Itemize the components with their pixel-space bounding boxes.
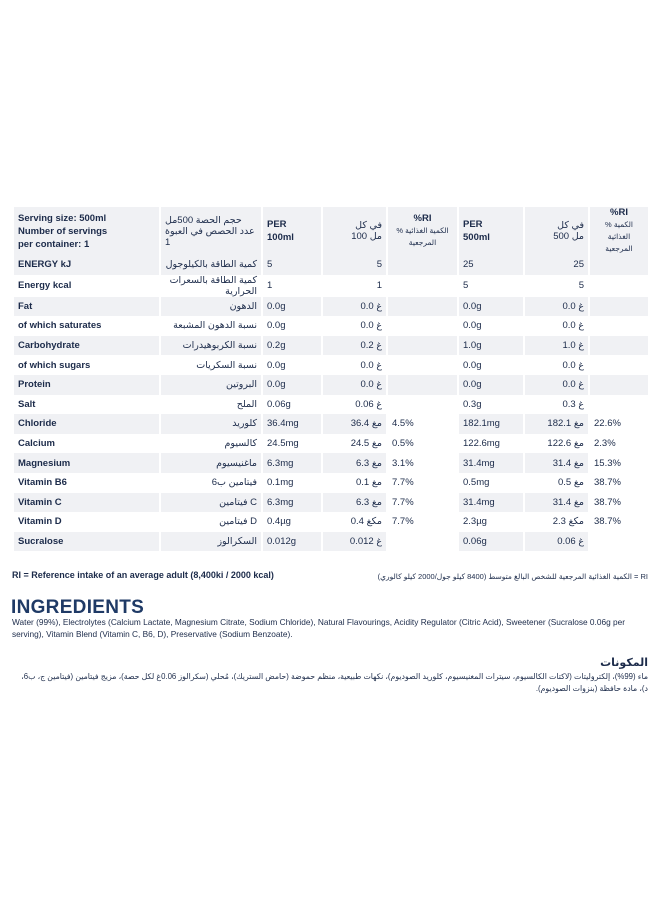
per100-header-ar	[323, 207, 386, 255]
per500-header	[459, 207, 523, 255]
nutrient-name-ar: كمية الطاقة بالكيلوجول	[161, 255, 261, 275]
nutrient-name-ar: نسبة الدهون المشبعة	[161, 316, 261, 336]
value-per500: 0.3g	[459, 395, 523, 415]
servings-line1: Number of servings	[18, 225, 108, 237]
ri-per100	[388, 275, 457, 297]
value-per500: 2.3µg	[459, 512, 523, 532]
nutrient-name: Carbohydrate	[14, 336, 159, 356]
value-per500: 0.0g	[459, 297, 523, 317]
value-per500-ar: 0.5 مغ	[525, 473, 588, 493]
value-per100: 6.3mg	[263, 493, 321, 513]
nutrient-name-ar: فيتامين C	[161, 493, 261, 513]
ri-per100	[388, 375, 457, 395]
ri-per100: 4.5%	[388, 414, 457, 434]
value-per500: 1.0g	[459, 336, 523, 356]
value-per500-ar: 5	[525, 275, 588, 297]
ingredients-text-ar: ماء (99%)، إلكتروليتات (لاكتات الكالسيوم، سيترات المغنيسيوم، كلوريد الصوديوم)، نكهات طبيعية، منظم حموضة (حامض الستريك)، مُحلي (سكرالوز 0.06غ لكل حصة)، مزيج فيتامين (فيتامين ج، ب6، د)، مادة حافظة (بنزوات الصوديوم).	[21, 672, 648, 693]
ri-per500: 22.6%	[590, 414, 648, 434]
value-per100: 0.0g	[263, 355, 321, 375]
value-per100: 0.0g	[263, 316, 321, 336]
ri-per100	[388, 255, 457, 275]
value-per100-ar: 0.012 غ	[323, 532, 386, 552]
table-row	[14, 395, 648, 415]
nutrient-name: ENERGY kJ	[14, 255, 159, 275]
value-per500-ar: 31.4 مغ	[525, 453, 588, 473]
nutrient-name-ar: ماغنيسيوم	[161, 453, 261, 473]
table-header	[14, 207, 648, 255]
ar-servings: عدد الحصص في العبوة 1	[165, 225, 255, 248]
ri-note-ar: RI = الكمية الغذائية المرجعية للشخص البالغ متوسط (8400 كيلو جول/2000 كيلو كالوري)	[377, 572, 648, 581]
value-per100-ar: 0.0 غ	[323, 316, 386, 336]
nutrient-name: Energy kcal	[14, 275, 159, 297]
value-per100-ar: 0.1 مغ	[323, 473, 386, 493]
ri-per100	[388, 532, 457, 552]
ar-ri500-line1: % الكمية الغذائية	[605, 220, 633, 241]
value-per500-ar: 0.0 غ	[525, 316, 588, 336]
value-per500: 31.4mg	[459, 493, 523, 513]
ri-per500: 38.7%	[590, 493, 648, 513]
nutrient-name-ar: السكرالوز	[161, 532, 261, 552]
nutrient-name: Fat	[14, 297, 159, 317]
per500-line1: PER	[463, 219, 483, 230]
ar-per500-line2: 500 مل	[553, 231, 584, 242]
ri-per500: 38.7%	[590, 512, 648, 532]
ri-per500: 2.3%	[590, 434, 648, 454]
serving-info	[14, 207, 159, 255]
nutrient-name-ar: نسبة السكريات	[161, 355, 261, 375]
ri-per500: 38.7%	[590, 473, 648, 493]
value-per100: 0.06g	[263, 395, 321, 415]
nutrient-name: Magnesium	[14, 453, 159, 473]
value-per500: 0.0g	[459, 316, 523, 336]
ri-per500	[590, 316, 648, 336]
nutrient-name-ar: نسبة الكربوهيدرات	[161, 336, 261, 356]
value-per100-ar: 0.06 غ	[323, 395, 386, 415]
value-per500-ar: 31.4 مغ	[525, 493, 588, 513]
value-per500: 182.1mg	[459, 414, 523, 434]
nutrient-name: of which saturates	[14, 316, 159, 336]
value-per100: 36.4mg	[263, 414, 321, 434]
value-per100: 0.0g	[263, 297, 321, 317]
ri-per100: 7.7%	[388, 493, 457, 513]
ri-note: RI = Reference intake of an average adult (8,400ki / 2000 kcal)	[12, 570, 274, 580]
servings-line2: per container: 1	[18, 238, 90, 250]
table-row	[14, 275, 648, 297]
table-row	[14, 473, 648, 493]
nutrient-name-ar: كلوريد	[161, 414, 261, 434]
value-per500: 0.0g	[459, 355, 523, 375]
nutrient-name-ar: فيتامين D	[161, 512, 261, 532]
ar-ri100-line1: % الكمية الغذائية	[396, 226, 449, 235]
value-per500-ar: 0.0 غ	[525, 355, 588, 375]
ri-per100	[388, 316, 457, 336]
table-row	[14, 355, 648, 375]
table-row	[14, 434, 648, 454]
ri-per100: 3.1%	[388, 453, 457, 473]
nutrient-name: of which sugars	[14, 355, 159, 375]
value-per100-ar: 36.4 مغ	[323, 414, 386, 434]
value-per500: 0.06g	[459, 532, 523, 552]
value-per500-ar: 25	[525, 255, 588, 275]
value-per500: 0.0g	[459, 375, 523, 395]
ar-ri500-line2: المرجعية	[605, 244, 633, 253]
ar-ri100-line2: المرجعية	[408, 238, 437, 247]
table-row	[14, 453, 648, 473]
nutrient-name-ar: فيتامين ب6	[161, 473, 261, 493]
ingredients-title-ar: المكونات	[600, 657, 648, 669]
table-row	[14, 512, 648, 532]
value-per500-ar: 122.6 مغ	[525, 434, 588, 454]
ri-per500	[590, 395, 648, 415]
nutrient-name: Sucralose	[14, 532, 159, 552]
nutrient-name: Vitamin C	[14, 493, 159, 513]
value-per100-ar: 1	[323, 275, 386, 297]
value-per100-ar: 0.2 غ	[323, 336, 386, 356]
table-row	[14, 316, 648, 336]
value-per100-ar: 0.0 غ	[323, 297, 386, 317]
ri-per500	[590, 297, 648, 317]
value-per500: 122.6mg	[459, 434, 523, 454]
value-per500: 5	[459, 275, 523, 297]
per500-line2: 500ml	[463, 232, 490, 243]
table-row	[14, 493, 648, 513]
ri-per500	[590, 336, 648, 356]
ri500-label: %RI	[610, 207, 628, 218]
per100-header	[263, 207, 321, 255]
value-per500-ar: 1.0 غ	[525, 336, 588, 356]
ri-per500	[590, 355, 648, 375]
serving-size: Serving size: 500ml	[18, 212, 107, 224]
ri-per100: 7.7%	[388, 473, 457, 493]
value-per100-ar: 0.4 مكغ	[323, 512, 386, 532]
ri-per100: 0.5%	[388, 434, 457, 454]
ri-per100	[388, 336, 457, 356]
ar-serving: حجم الحصة 500مل	[165, 214, 242, 226]
value-per100: 0.012g	[263, 532, 321, 552]
nutrient-name-ar: كالسيوم	[161, 434, 261, 454]
value-per500-ar: 0.06 غ	[525, 532, 588, 552]
value-per100: 0.2g	[263, 336, 321, 356]
nutrient-name: Chloride	[14, 414, 159, 434]
value-per100-ar: 5	[323, 255, 386, 275]
value-per100-ar: 0.0 غ	[323, 355, 386, 375]
nutrient-name: Vitamin D	[14, 512, 159, 532]
ar-per100-line1: في كل	[355, 220, 382, 231]
value-per500-ar: 0.0 غ	[525, 297, 588, 317]
table-row	[14, 375, 648, 395]
ri-per100	[388, 355, 457, 375]
value-per100-ar: 6.3 مغ	[323, 493, 386, 513]
ri-per100	[388, 297, 457, 317]
table-row	[14, 532, 648, 552]
ri-per500	[590, 532, 648, 552]
value-per100: 5	[263, 255, 321, 275]
value-per100: 0.0g	[263, 375, 321, 395]
nutrition-rows	[14, 255, 648, 551]
nutrient-name: Vitamin B6	[14, 473, 159, 493]
ri-per100	[388, 395, 457, 415]
value-per100: 24.5mg	[263, 434, 321, 454]
value-per500: 31.4mg	[459, 453, 523, 473]
value-per100: 1	[263, 275, 321, 297]
ri100-label: %RI	[413, 213, 432, 224]
value-per500-ar: 0.0 غ	[525, 375, 588, 395]
value-per100: 6.3mg	[263, 453, 321, 473]
value-per100-ar: 24.5 مغ	[323, 434, 386, 454]
value-per100-ar: 0.0 غ	[323, 375, 386, 395]
nutrient-name: Calcium	[14, 434, 159, 454]
value-per500: 0.5mg	[459, 473, 523, 493]
value-per500-ar: 0.3 غ	[525, 395, 588, 415]
value-per500-ar: 2.3 مكغ	[525, 512, 588, 532]
per100-line1: PER	[267, 219, 287, 230]
nutrient-name: Salt	[14, 395, 159, 415]
table-row	[14, 414, 648, 434]
value-per100: 0.4µg	[263, 512, 321, 532]
nutrition-table	[12, 207, 650, 551]
nutrient-name-ar: الملح	[161, 395, 261, 415]
nutrient-name-ar: الدهون	[161, 297, 261, 317]
ri-per100: 7.7%	[388, 512, 457, 532]
value-per500: 25	[459, 255, 523, 275]
ri-per500	[590, 375, 648, 395]
table-row	[14, 336, 648, 356]
ri-per500: 15.3%	[590, 453, 648, 473]
ar-per100-line2: 100 مل	[351, 231, 382, 242]
ingredients-text: Water (99%), Electrolytes (Calcium Lactate, Magnesium Citrate, Sodium Chloride), Natural Flavourings, Acidity Regulator (Citric Acid), Sweetener (Sucralose 0.06g per serving), Vitamin Blend (Vitamin C, B6, D), Preservative (Sodium Benzoate).	[12, 617, 625, 639]
nutrient-name-ar: كمية الطاقة بالسعرات الحرارية	[161, 275, 261, 297]
ri-per500	[590, 275, 648, 297]
value-per500-ar: 182.1 مغ	[525, 414, 588, 434]
per500-header-ar	[525, 207, 588, 255]
table-row	[14, 255, 648, 275]
nutrient-name: Protein	[14, 375, 159, 395]
per100-line2: 100ml	[267, 232, 294, 243]
value-per100-ar: 6.3 مغ	[323, 453, 386, 473]
ingredients-title: INGREDIENTS	[11, 597, 145, 618]
value-per100: 0.1mg	[263, 473, 321, 493]
nutrient-name-ar: البروتين	[161, 375, 261, 395]
ri-per500	[590, 255, 648, 275]
table-row	[14, 297, 648, 317]
ri500-header	[590, 207, 648, 255]
ri100-header	[388, 207, 457, 255]
ar-per500-line1: في كل	[557, 220, 584, 231]
serving-info-ar	[161, 207, 261, 255]
